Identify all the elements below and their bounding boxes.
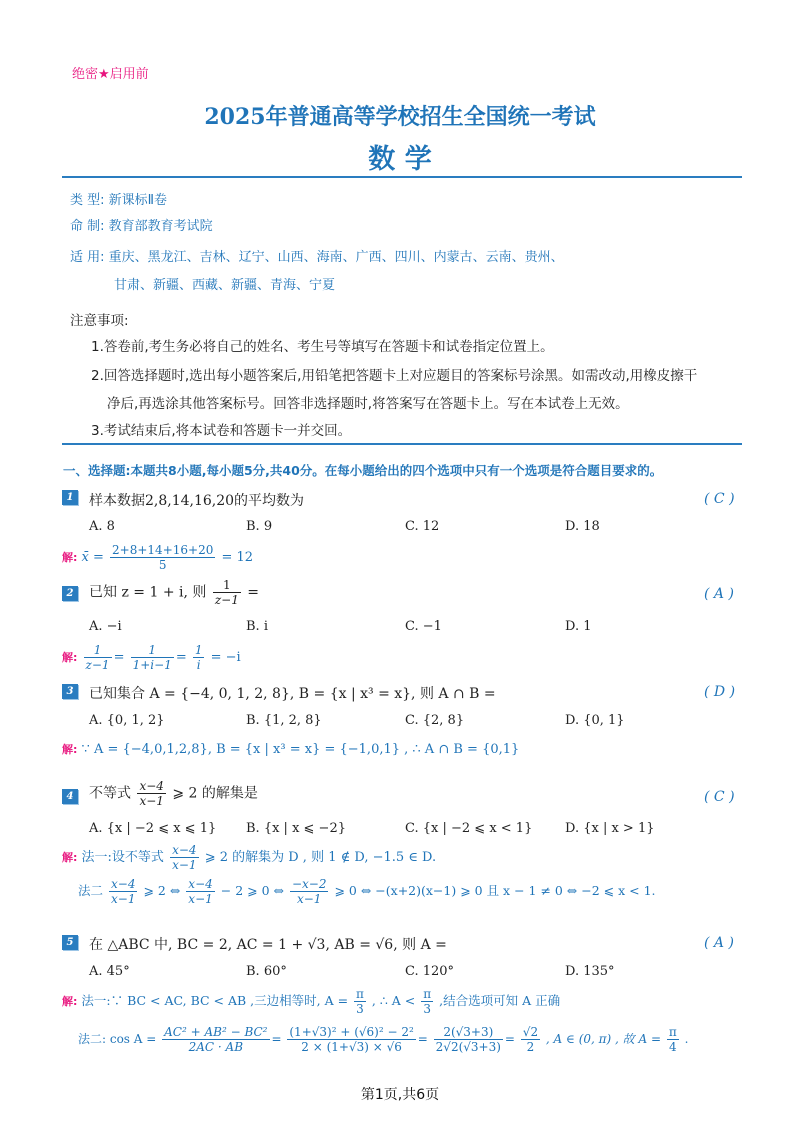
question-2-option-b: B. i — [246, 619, 268, 634]
note-item-1: 1.答卷前,考生务必将自己的姓名、考生号等填写在答题卡和试卷指定位置上。 — [91, 339, 554, 355]
question-4-option-b: B. {x | x ⩽ −2} — [246, 821, 346, 836]
solution-label: 解: — [62, 551, 78, 564]
question-5-option-b: B. 60° — [246, 964, 287, 979]
section-title: 一、选择题:本题共8小题,每小题5分,共40分。在每小题给出的四个选项中只有一个选项是符合题目要求的。 — [63, 463, 663, 478]
note-item-2-cont: 净后,再选涂其他答案标号。回答非选择题时,将答案写在答题卡上。写在本试卷上无效。 — [107, 396, 629, 412]
question-3-option-a: A. {0, 1, 2} — [89, 713, 165, 728]
question-2-stem: 已知 z = 1 + i, 则 $\frac{1}{z-1}$ = — [89, 578, 260, 607]
exam-type — [70, 189, 167, 208]
question-3-answer: ( D ) — [704, 684, 736, 700]
question-2-option-c: C. −1 — [405, 619, 442, 634]
question-5-solution-1: 解: 法一:∵ BC < AC, BC < AB ,三边相等时, A = $\frac{\pi}{3}$ , ∴ A < $\frac{\pi}{3}$ ,结合选项可知 A 正确 — [62, 987, 561, 1016]
question-number-2: 2 — [62, 586, 78, 601]
question-5-solution-2: 法二: cos A = $\frac{\text{AC² + AB² − BC²}}{2AC \cdot AB}$ = $\frac{\text{(1+√3)² + (√6)² − 2²}}{2 \times (1+√3) \times √6}$ = $\frac{2(√3+3)}{2√2(√3+3)}$ = $\frac{√2}{2}$ , A ∈ (0, π) , 故 A = $\frac{\pi}{4}$ . — [78, 1025, 689, 1054]
question-4-stem: 不等式 $\frac{x-4}{x-1}$ ⩾ 2 的解集是 — [89, 779, 258, 808]
question-4-option-d: D. {x | x > 1} — [565, 821, 655, 836]
exam-regions-line2: 甘肃、新疆、西藏、新疆、青海、宁夏 — [114, 278, 336, 293]
solution-text: = 12 — [221, 550, 254, 565]
exam-regions-line1: 重庆、黑龙江、吉林、辽宁、山西、海南、广西、四川、内蒙古、云南、贵州、 — [108, 250, 564, 265]
question-3-option-b: B. {1, 2, 8} — [246, 713, 322, 728]
question-4-option-a: A. {x | −2 ⩽ x ⩽ 1} — [89, 821, 217, 836]
question-2-solution: 解: $\frac{1}{z-1}$ = $\frac{1}{1+i-1}$ = $\frac{1}{i}$ = −i — [62, 643, 241, 672]
question-3-option-c: C. {2, 8} — [405, 713, 465, 728]
question-5-stem: 在 △ABC 中, BC = 2, AC = 1 + √3, AB = √6, 则 A = — [89, 937, 447, 953]
question-4-option-c: C. {x | −2 ⩽ x < 1} — [405, 821, 533, 836]
divider-top — [62, 176, 742, 178]
question-3-solution: 解: ∵ A = {−4,0,1,2,8}, B = {x | x³ = x} = {−1,0,1} , ∴ A ∩ B = {0,1} — [62, 742, 520, 757]
question-1-option-c: C. 12 — [405, 519, 440, 534]
question-5-answer: ( A ) — [704, 935, 734, 951]
question-4-solution-1: 解: 法一:设不等式 $\frac{x-4}{x-1}$ ⩾ 2 的解集为 D , 则 1 ∉ D, −1.5 ∈ D. — [62, 843, 437, 872]
question-4-answer: ( C ) — [704, 789, 735, 805]
question-3-stem: 已知集合 A = {−4, 0, 1, 2, 8}, B = {x | x³ = x}, 则 A ∩ B = — [89, 686, 496, 702]
question-number-3: 3 — [62, 684, 78, 699]
question-2-option-d: D. 1 — [565, 619, 592, 634]
page-number: 第1页,共6页 — [360, 1087, 440, 1103]
question-1-stem: 样本数据2,8,14,16,20的平均数为 — [89, 493, 305, 509]
question-5-option-c: C. 120° — [405, 964, 455, 979]
question-1-solution — [62, 543, 253, 572]
exam-type-value: 新课标Ⅱ卷 — [108, 193, 168, 208]
subject-title: 数 学 — [368, 144, 432, 175]
question-number-5: 5 — [62, 935, 78, 950]
question-1-option-a: A. 8 — [89, 519, 115, 534]
exam-maker — [70, 215, 213, 234]
exam-regions — [70, 246, 564, 265]
solution-fraction: $\frac{2+8+14+16+20}{5}$ — [112, 543, 214, 572]
question-2-answer: ( A ) — [704, 586, 734, 602]
divider-notes — [62, 443, 742, 445]
exam-maker-value: 教育部教育考试院 — [108, 219, 213, 234]
confidential-mark: 绝密★启用前 — [72, 67, 149, 82]
exam-regions-label: 适 用: — [70, 250, 105, 265]
question-4-solution-2: 法二 $\frac{x-4}{x-1}$ ⩾ 2 ⇔ $\frac{x-4}{x-1}$ − 2 ⩾ 0 ⇔ $\frac{-x-2}{x-1}$ ⩾ 0 ⇔ −(x+2)(x−1) ⩾ 0 且 x − 1 ≠ 0 ⇔ −2 ⩽ x < 1. — [78, 877, 656, 906]
note-item-2: 2.回答选择题时,选出每小题答案后,用铅笔把答题卡上对应题目的答案标号涂黑。如需改动,用橡皮擦干 — [91, 368, 698, 384]
question-number-4: 4 — [62, 789, 78, 804]
exam-maker-label: 命 制: — [70, 219, 105, 234]
note-item-3: 3.考试结束后,将本试卷和答题卡一并交回。 — [91, 423, 352, 439]
question-1-option-d: D. 18 — [565, 519, 600, 534]
exam-type-label: 类 型: — [70, 193, 105, 208]
exam-title: 2025年普通高等学校招生全国统一考试 — [204, 104, 596, 130]
question-number-1: 1 — [62, 490, 78, 505]
question-1-option-b: B. 9 — [246, 519, 273, 534]
question-5-option-a: A. 45° — [89, 964, 130, 979]
question-3-option-d: D. {0, 1} — [565, 713, 625, 728]
notes-heading: 注意事项: — [70, 313, 129, 329]
solution-text: x̄ = — [81, 550, 104, 565]
question-2-option-a: A. −i — [89, 619, 122, 634]
question-5-option-d: D. 135° — [565, 964, 615, 979]
question-1-answer: ( C ) — [704, 491, 735, 507]
